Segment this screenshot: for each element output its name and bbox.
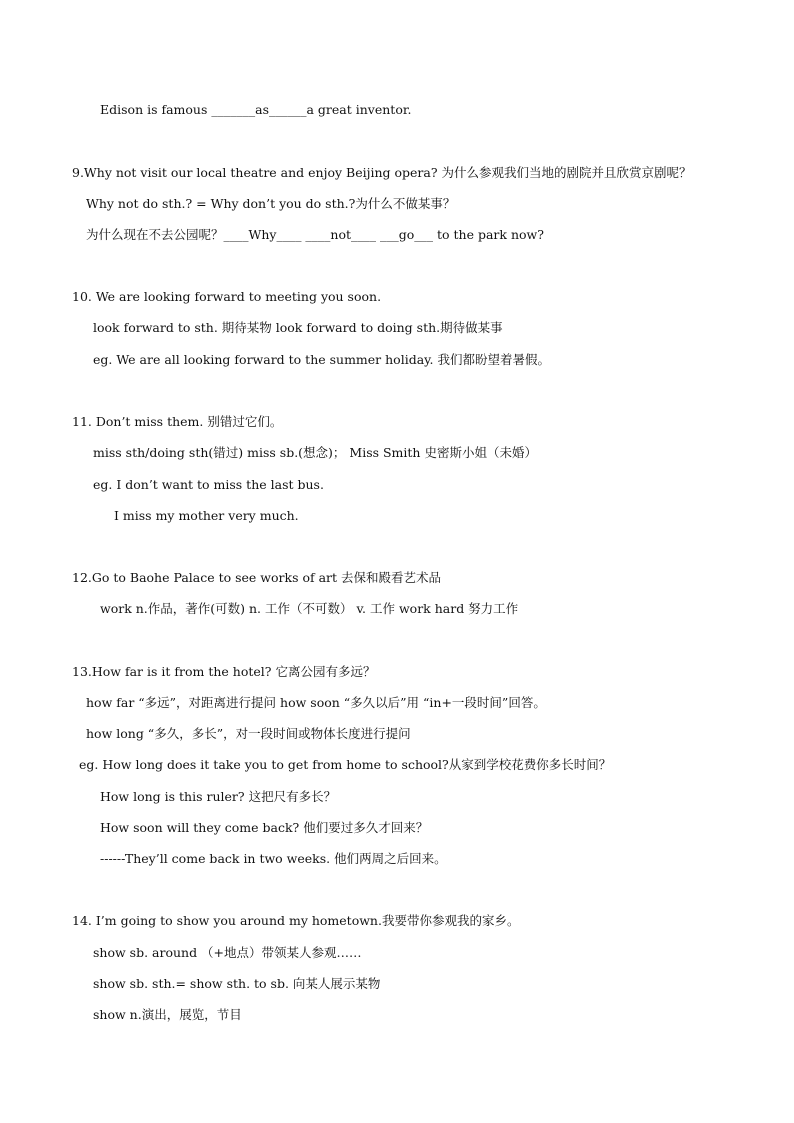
text-line: How long is this ruler? 这把尺有多长？ bbox=[100, 789, 337, 804]
text-line: 12.Go to Baohe Palace to see works of art 去保和殿看艺术品 bbox=[72, 570, 442, 585]
text-line: 11. Don’t miss them. 别错过它们。 bbox=[72, 414, 283, 429]
text-line: eg. I don’t want to miss the last bus. bbox=[93, 477, 324, 492]
text-line: Edison is famous _______as______a great inventor. bbox=[100, 102, 412, 117]
text-line: 10. We are looking forward to meeting you soon. bbox=[72, 289, 382, 304]
text-line: show sb. sth.= show sth. to sb. 向某人展示某物 bbox=[93, 976, 381, 991]
text-line: miss sth/doing sth(错过) miss sb.(想念)； Miss Smith 史密斯小姐（未婚） bbox=[93, 445, 537, 460]
text-line: How soon will they come back? 他们要过多久才回来？ bbox=[100, 820, 429, 835]
text-line: 13.How far is it from the hotel? 它离公园有多远？ bbox=[72, 664, 376, 679]
text-line: show sb. around （+地点）带领某人参观…… bbox=[93, 945, 362, 960]
text-line: show n.演出，展览，节目 bbox=[93, 1007, 242, 1022]
text-line: ------They’ll come back in two weeks. 他们两周之后回来。 bbox=[100, 851, 447, 866]
text-line: 9.Why not visit our local theatre and enjoy Beijing opera? 为什么参观我们当地的剧院并且欣赏京剧呢？ bbox=[72, 165, 692, 180]
text-line: 为什么现在不去公园呢？____Why____ ____not____ ___go___ to the park now? bbox=[86, 227, 544, 242]
text-line: eg. How long does it take you to get from home to school?从家到学校花费你多长时间？ bbox=[79, 757, 612, 772]
text-line: work n.作品，著作(可数) n. 工作（不可数） v. 工作 work hard 努力工作 bbox=[100, 601, 519, 616]
text-line: Why not do sth.? = Why don’t you do sth.?为什么不做某事？ bbox=[86, 196, 456, 211]
text-line: how far “多远”，对距离进行提问 how soon “多久以后”用 “in+一段时间”回答。 bbox=[86, 695, 546, 710]
text-line: 14. I’m going to show you around my hometown.我要带你参观我的家乡。 bbox=[72, 913, 520, 928]
text-line: eg. We are all looking forward to the summer holiday. 我们都盼望着暑假。 bbox=[93, 352, 551, 367]
text-line: how long “多久，多长”，对一段时间或物体长度进行提问 bbox=[86, 726, 411, 741]
text-line: I miss my mother very much. bbox=[114, 508, 299, 523]
text-line: look forward to sth. 期待某物 look forward to doing sth.期待做某事 bbox=[93, 320, 503, 335]
